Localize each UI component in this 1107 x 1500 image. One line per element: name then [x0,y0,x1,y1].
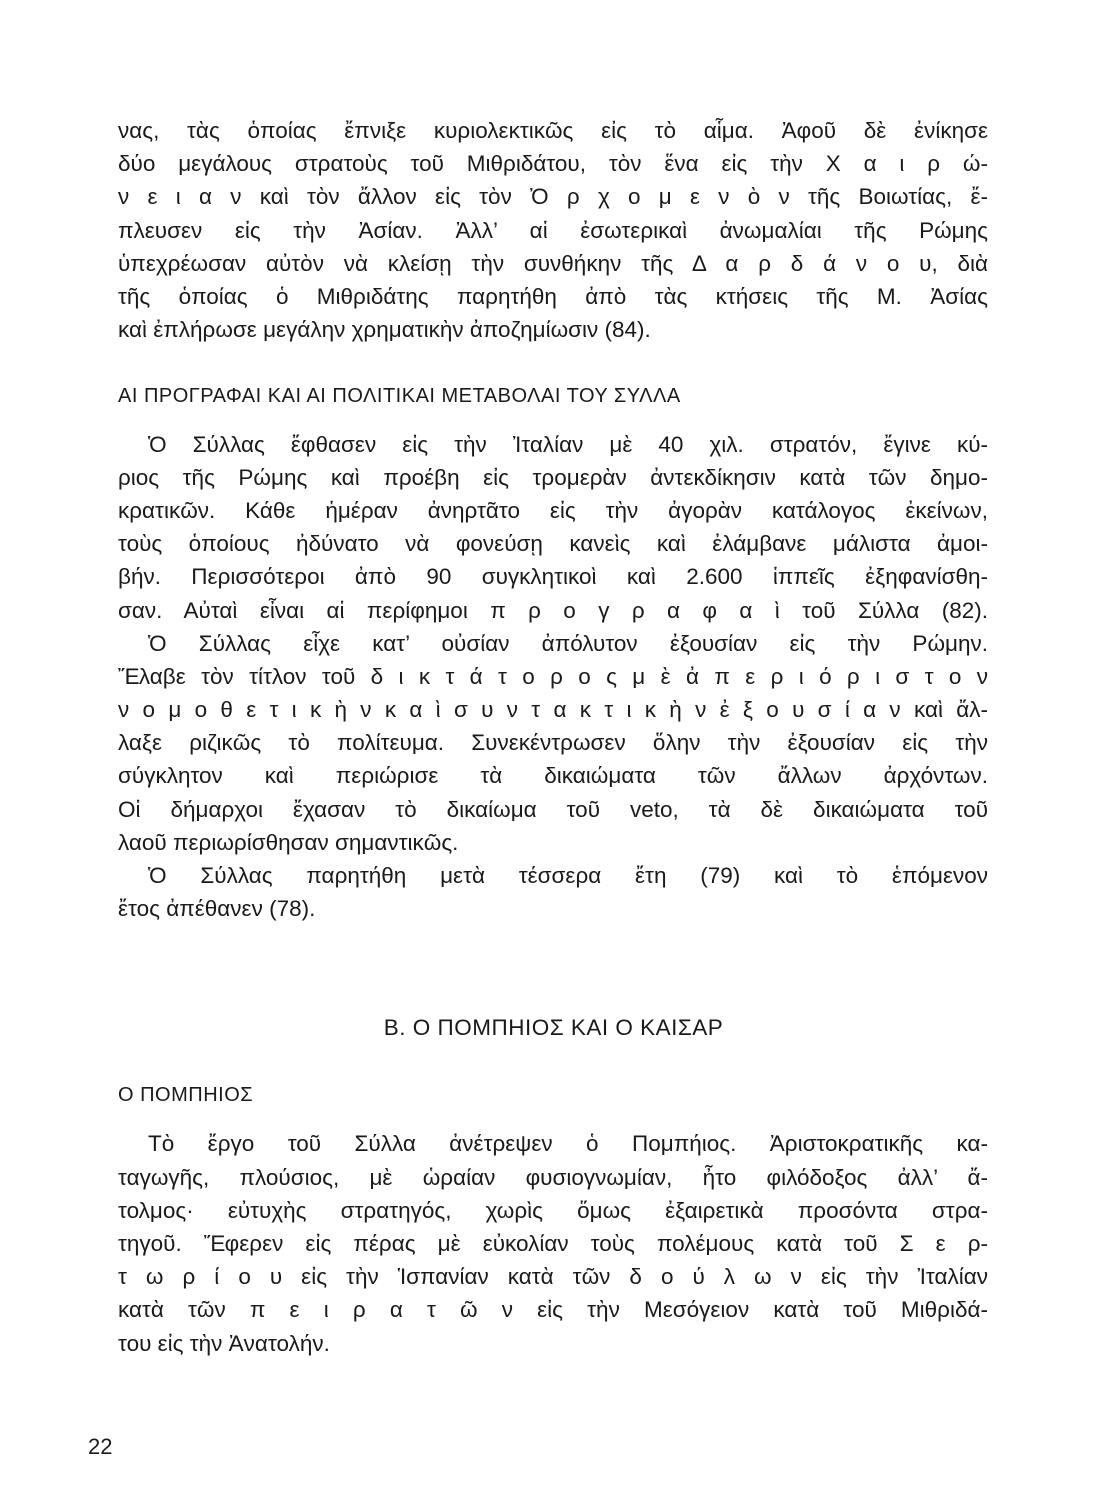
text-line: του εἰς τὴν Ἀνατολήν. [118,1331,330,1356]
text-line: ν ο μ ο θ ε τ ι κ ὴ ν κ α ὶ σ υ ν τ α κ τ ι κ ὴ ν ἐ ξ ο υ σ ί α ν καὶ ἄλ- [118,697,988,722]
text-line: δύο μεγάλους στρατοὺς τοῦ Μιθριδάτου, τὸν ἕνα εἰς τὴν Χ α ι ρ ώ- [118,151,988,176]
text-line: ν ε ι α ν καὶ τὸν ἄλλον εἰς τὸν Ὀ ρ χ ο μ ε ν ὸ ν τῆς Βοιωτίας, ἔ- [118,184,988,209]
subheading-pompey: Ο ΠΟΜΠΗΙΟΣ [118,1084,254,1106]
text-line: τ ω ρ ί ο υ εἰς τὴν Ἱσπανίαν κατὰ τῶν δ ο ύ λ ω ν εἰς τὴν Ἰταλίαν [118,1264,988,1289]
section-title: Β. Ο ΠΟΜΠΗΙΟΣ ΚΑΙ Ο ΚΑΙΣΑΡ [383,1015,724,1040]
text-line: ριος τῆς Ρώμης καὶ προέβη εἰς τρομερὰν ἀντεκδίκησιν κατὰ τῶν δημο- [118,465,988,490]
text-line: κρατικῶν. Κάθε ἡμέραν ἀνηρτᾶτο εἰς τὴν ἀγορὰν κατάλογος ἐκείνων, [118,498,988,523]
text-line: Ἔλαβε τὸν τίτλον τοῦ δ ι κ τ ά τ ο ρ ο ς μ ὲ ἀ π ε ρ ι ό ρ ι σ τ ο ν [118,664,988,689]
text-line: σύγκλητον καὶ περιώρισε τὰ δικαιώματα τῶν ἄλλων ἀρχόντων. [118,763,988,788]
text-line: Ὁ Σύλλας παρητήθη μετὰ τέσσερα ἔτη (79) καὶ τὸ ἑπόμενον [148,863,988,888]
text-line: πλευσεν εἰς τὴν Ἀσίαν. Ἀλλ’ αἱ ἐσωτερικαὶ ἀνωμαλίαι τῆς Ρώμης [118,218,988,243]
text-line: σαν. Αὐταὶ εἶναι αἱ περίφημοι π ρ ο γ ρ α φ α ὶ τοῦ Σύλλα (82). [118,598,988,623]
text-line: βήν. Περισσότεροι ἀπὸ 90 συγκλητικοὶ καὶ 2.600 ἱππεῖς ἐξηφανίσθη- [118,564,988,589]
page-number: 22 [88,1434,113,1459]
text-line: τηγοῦ. Ἔφερεν εἰς πέρας μὲ εὐκολίαν τοὺς πολέμους κατὰ τοῦ Σ ε ρ- [118,1231,988,1256]
text-line: Τὸ ἔργο τοῦ Σύλλα ἀνέτρεψεν ὁ Πομπήιος. Ἀριστοκρατικῆς κα- [148,1131,988,1156]
text-line: καὶ ἐπλήρωσε μεγάλην χρηματικὴν ἀποζημίωσιν (84). [118,317,651,342]
text-line: τολμος· εὐτυχὴς στρατηγός, χωρὶς ὅμως ἐξαιρετικὰ προσόντα στρα- [118,1198,988,1223]
subheading-proscriptions: ΑΙ ΠΡΟΓΡΑΦΑΙ ΚΑΙ ΑΙ ΠΟΛΙΤΙΚΑΙ ΜΕΤΑΒΟΛΑΙ ΤΟΥ ΣΥΛΛΑ [118,385,681,407]
text-line: τῆς ὁποίας ὁ Μιθριδάτης παρητήθη ἀπὸ τὰς κτήσεις τῆς Μ. Ἀσίας [118,284,988,309]
text-line: ἔτος ἀπέθανεν (78). [118,896,316,921]
text-line: ὑπεχρέωσαν αὐτὸν νὰ κλείσῃ τὴν συνθήκην τῆς Δ α ρ δ ά ν ο υ, διὰ [118,251,988,276]
text-line: νας, τὰς ὁποίας ἔπνιξε κυριολεκτικῶς εἰς τὸ αἷμα. Ἀφοῦ δὲ ἐνίκησε [118,118,988,143]
text-line: τοὺς ὁποίους ἠδύνατο νὰ φονεύσῃ κανεὶς καὶ ἐλάμβανε μάλιστα ἀμοι- [118,531,988,556]
text-line: ταγωγῆς, πλούσιος, μὲ ὡραίαν φυσιογνωμίαν, ἦτο φιλόδοξος ἀλλ’ ἄ- [118,1165,988,1190]
text-line: κατὰ τῶν π ε ι ρ α τ ῶ ν εἰς τὴν Μεσόγειον κατὰ τοῦ Μιθριδά- [118,1297,988,1322]
text-line: Ὁ Σύλλας εἶχε κατ’ οὐσίαν ἀπόλυτον ἐξουσίαν εἰς τὴν Ρώμην. [148,631,988,656]
text-line: λαοῦ περιωρίσθησαν σημαντικῶς. [118,830,459,855]
text-line: Ὁ Σύλλας ἔφθασεν εἰς τὴν Ἰταλίαν μὲ 40 χιλ. στρατόν, ἔγινε κύ- [148,432,988,457]
text-line: Οἱ δήμαρχοι ἔχασαν τὸ δικαίωμα τοῦ veto, τὰ δὲ δικαιώματα τοῦ [118,797,988,822]
text-line: λαξε ριζικῶς τὸ πολίτευμα. Συνεκέντρωσεν ὅλην τὴν ἐξουσίαν εἰς τὴν [118,730,988,755]
